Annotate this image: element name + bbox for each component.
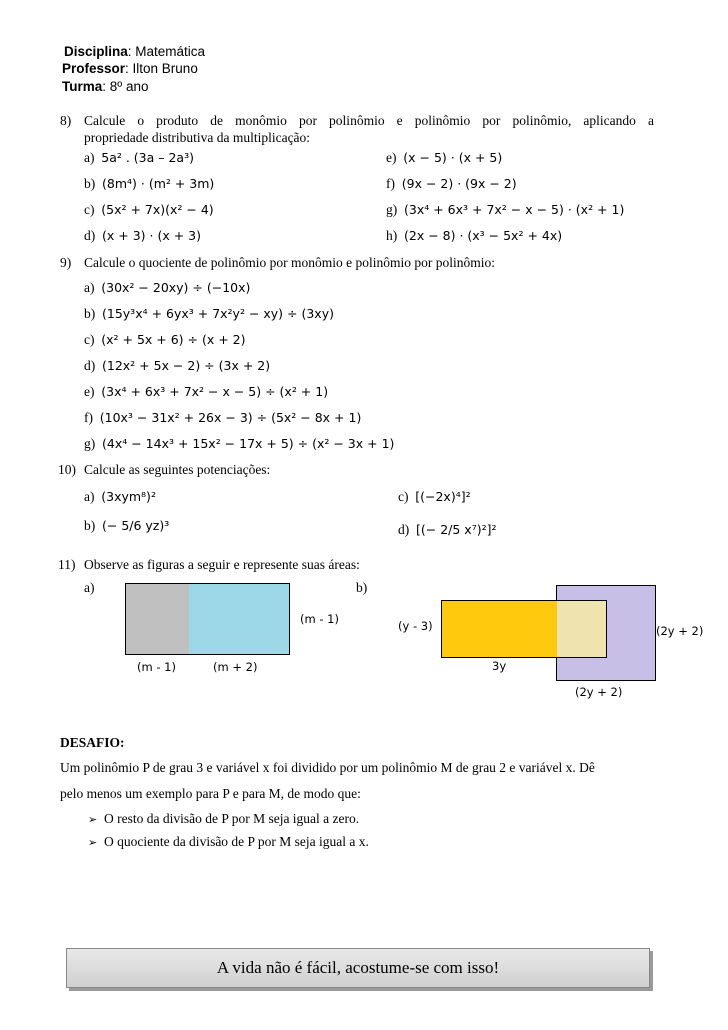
q9-item-g: g) (4x⁴ − 14x³ + 15x² − 17x + 5) ÷ (x² − 3x + 1) xyxy=(84,436,395,451)
q8-item-e: e) (x − 5) · (x + 5) xyxy=(386,150,503,165)
header-professor xyxy=(62,61,198,76)
q9-d-expression: (12x² + 5x − 2) ÷ (3x + 2) xyxy=(102,358,271,373)
desafio-line2: pelo menos um exemplo para P e para M, de modo que: xyxy=(60,786,361,801)
q8-b-expression: (8m⁴) · (m² + 3m) xyxy=(102,176,215,191)
q8-f-expression: (9x − 2) · (9x − 2) xyxy=(401,176,517,191)
q8-c-expression: (5x² + 7x)(x² − 4) xyxy=(101,202,214,217)
fig-b-yellow-rect xyxy=(441,600,559,658)
q10-c-expression: [(−2x)⁴]² xyxy=(415,489,471,504)
q10-item-a: a) (3xym⁸)² xyxy=(84,489,156,504)
q10-b-expression: (− 5/6 yz)³ xyxy=(102,518,170,533)
desafio-bullet1: ➢ O resto da divisão de P por M seja igual a zero. xyxy=(88,811,360,826)
fig-a-width1-label: (m - 1) xyxy=(137,660,176,674)
q9-item-d: d) (12x² + 5x − 2) ÷ (3x + 2) xyxy=(84,358,271,373)
q9-item-c: c) (x² + 5x + 6) ÷ (x + 2) xyxy=(84,332,246,347)
q8-item-h: h) (2x − 8) · (x³ − 5x² + 4x) xyxy=(386,228,563,243)
turma-value: : 8º ano xyxy=(102,79,149,94)
q8-item-a: a) 5a² . (3a – 2a³) xyxy=(84,150,194,165)
turma-label: Turma xyxy=(62,79,103,94)
q9-item-b: b) (15y³x⁴ + 6yx³ + 7x²y² − xy) ÷ (3xy) xyxy=(84,306,334,321)
q10-item-d: d) [(− 2/5 x⁷)²]² xyxy=(398,522,497,537)
header-disciplina xyxy=(64,44,205,59)
arrow-bullet-icon: ➢ xyxy=(88,836,98,849)
footer-banner xyxy=(66,948,650,988)
q9-f-expression: (10x³ − 31x² + 26x − 3) ÷ (5x² − 8x + 1) xyxy=(99,410,362,425)
q10-d-expression: [(− 2/5 x⁷)²]² xyxy=(416,522,497,537)
q8-text-line2: propriedade distributiva da multiplicação: xyxy=(84,130,311,145)
fig-b-right-label: (2y + 2) xyxy=(656,624,704,638)
q9-number: 9) xyxy=(60,255,72,270)
fig-b-bottom-label: 3y xyxy=(492,659,507,673)
q8-item-f: f) (9x − 2) · (9x − 2) xyxy=(386,176,517,191)
q8-g-expression: (3x⁴ + 6x³ + 7x² − x − 5) · (x² + 1) xyxy=(404,202,625,217)
desafio-bullet2: ➢ O quociente da divisão de P por M seja igual a x. xyxy=(88,834,369,849)
q11-number: 11) xyxy=(58,557,76,572)
q10-text: Calcule as seguintes potenciações: xyxy=(84,462,271,477)
q8-text-line1: Calcule o produto de monômio por polinômio e polinômio por polinômio, aplicando a xyxy=(84,113,654,128)
q8-d-expression: (x + 3) · (x + 3) xyxy=(102,228,201,243)
q9-item-f: f) (10x³ − 31x² + 26x − 3) ÷ (5x² − 8x + 1) xyxy=(84,410,362,425)
q8-item-d: d) (x + 3) · (x + 3) xyxy=(84,228,201,243)
q10-item-c: c) [(−2x)⁴]² xyxy=(398,489,471,504)
disciplina-label: Disciplina xyxy=(64,44,128,59)
q9-b-expression: (15y³x⁴ + 6yx³ + 7x²y² − xy) ÷ (3xy) xyxy=(102,306,334,321)
q8-a-expression: 5a² . (3a – 2a³) xyxy=(101,150,194,165)
q8-item-c: c) (5x² + 7x)(x² − 4) xyxy=(84,202,214,217)
fig-b-overlap-rect xyxy=(557,600,607,658)
arrow-bullet-icon: ➢ xyxy=(88,813,98,826)
q8-h-expression: (2x − 8) · (x³ − 5x² + 4x) xyxy=(404,228,563,243)
footer-text: A vida não é fácil, acostume-se com isso! xyxy=(216,958,500,977)
q8-e-expression: (x − 5) · (x + 5) xyxy=(403,150,503,165)
fig-a-height-label: (m - 1) xyxy=(300,612,339,626)
q11-fig-a-label: a) xyxy=(84,580,95,595)
q11-text: Observe as figuras a seguir e represente suas áreas: xyxy=(84,557,360,572)
q9-item-e: e) (3x⁴ + 6x³ + 7x² − x − 5) ÷ (x² + 1) xyxy=(84,384,329,399)
header-turma xyxy=(62,79,148,94)
q10-a-expression: (3xym⁸)² xyxy=(101,489,156,504)
desafio-line1: Um polinômio P de grau 3 e variável x foi dividido por um polinômio M de grau 2 e variável x. Dê xyxy=(60,760,595,775)
fig-b-left-label: (y - 3) xyxy=(398,619,433,633)
q9-a-expression: (30x² − 20xy) ÷ (−10x) xyxy=(101,280,251,295)
q9-c-expression: (x² + 5x + 6) ÷ (x + 2) xyxy=(101,332,246,347)
q9-g-expression: (4x⁴ − 14x³ + 15x² − 17x + 5) ÷ (x² − 3x + 1) xyxy=(102,436,395,451)
q9-text: Calcule o quociente de polinômio por monômio e polinômio por polinômio: xyxy=(84,255,495,270)
professor-label: Professor xyxy=(62,61,126,76)
q10-number: 10) xyxy=(58,462,76,477)
q9-e-expression: (3x⁴ + 6x³ + 7x² − x − 5) ÷ (x² + 1) xyxy=(101,384,329,399)
q8-item-b: b) (8m⁴) · (m² + 3m) xyxy=(84,176,215,191)
q9-item-a: a) (30x² − 20xy) ÷ (−10x) xyxy=(84,280,251,295)
fig-a-width2-label: (m + 2) xyxy=(213,660,258,674)
desafio-title: DESAFIO: xyxy=(60,735,125,750)
q10-item-b: b) (− 5/6 yz)³ xyxy=(84,518,170,533)
q11-fig-b-label: b) xyxy=(356,580,368,595)
q8-item-g: g) (3x⁴ + 6x³ + 7x² − x − 5) · (x² + 1) xyxy=(386,202,625,217)
fig-b-bottom2-label: (2y + 2) xyxy=(575,685,623,699)
disciplina-value: : Matemática xyxy=(127,44,206,59)
fig-a-blue-rect xyxy=(189,583,290,655)
q8-number: 8) xyxy=(60,113,72,128)
professor-value: : Ilton Bruno xyxy=(125,61,198,76)
fig-a-gray-square xyxy=(125,583,191,655)
